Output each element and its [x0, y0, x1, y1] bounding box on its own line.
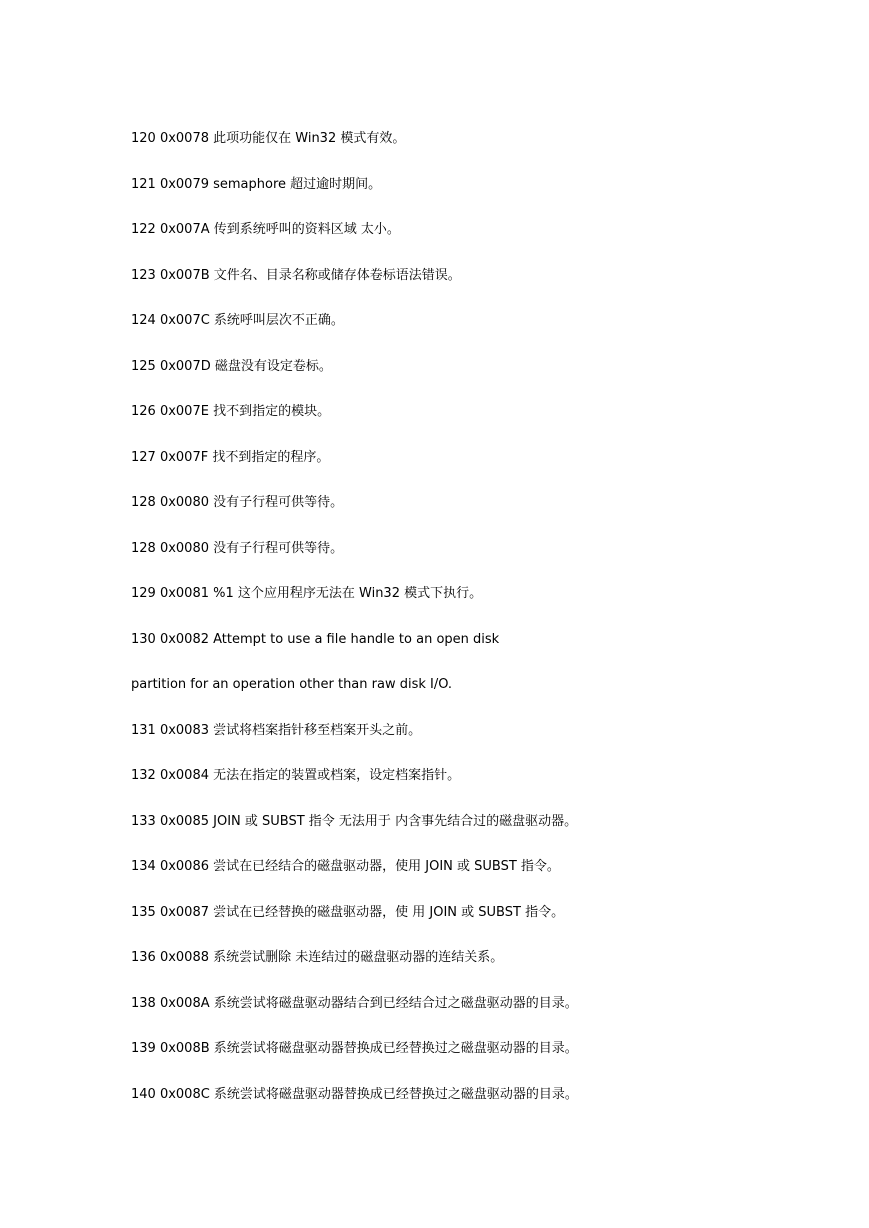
error-line-139: 139 0x008B 系统尝试将磁盘驱动器替换成已经替换过之磁盘驱动器的目录。 — [131, 1041, 578, 1056]
error-line-130-continued: partition for an operation other than raw disk I/O. — [131, 677, 453, 692]
error-line-138: 138 0x008A 系统尝试将磁盘驱动器结合到已经结合过之磁盘驱动器的目录。 — [131, 996, 578, 1011]
error-line-140: 140 0x008C 系统尝试将磁盘驱动器替换成已经替换过之磁盘驱动器的目录。 — [131, 1087, 578, 1102]
error-line-134: 134 0x0086 尝试在已经结合的磁盘驱动器，使用 JOIN 或 SUBST 指令。 — [131, 859, 560, 874]
error-line-125: 125 0x007D 磁盘没有设定卷标。 — [131, 359, 332, 374]
error-line-128: 128 0x0080 没有子行程可供等待。 — [131, 495, 344, 510]
error-line-127: 127 0x007F 找不到指定的程序。 — [131, 450, 330, 465]
error-line-130: 130 0x0082 Attempt to use a file handle to an open disk — [131, 632, 500, 647]
error-line-122: 122 0x007A 传到系统呼叫的资料区域 太小。 — [131, 222, 400, 237]
error-line-132: 132 0x0084 无法在指定的装置或档案，设定档案指针。 — [131, 768, 461, 783]
error-line-128-repeat: 128 0x0080 没有子行程可供等待。 — [131, 541, 344, 556]
error-line-129: 129 0x0081 %1 这个应用程序无法在 Win32 模式下执行。 — [131, 586, 483, 601]
error-line-135: 135 0x0087 尝试在已经替换的磁盘驱动器，使 用 JOIN 或 SUBST 指令。 — [131, 905, 565, 920]
error-line-133: 133 0x0085 JOIN 或 SUBST 指令 无法用于 内含事先结合过的磁盘驱动器。 — [131, 814, 578, 829]
error-line-120: 120 0x0078 此项功能仅在 Win32 模式有效。 — [131, 131, 406, 146]
error-line-124: 124 0x007C 系统呼叫层次不正确。 — [131, 313, 344, 328]
error-line-123: 123 0x007B 文件名、目录名称或储存体卷标语法错误。 — [131, 268, 461, 283]
error-line-126: 126 0x007E 找不到指定的模块。 — [131, 404, 331, 419]
error-line-121: 121 0x0079 semaphore 超过逾时期间。 — [131, 177, 382, 192]
error-line-136: 136 0x0088 系统尝试删除 未连结过的磁盘驱动器的连结关系。 — [131, 950, 504, 965]
error-line-131: 131 0x0083 尝试将档案指针移至档案开头之前。 — [131, 723, 422, 738]
